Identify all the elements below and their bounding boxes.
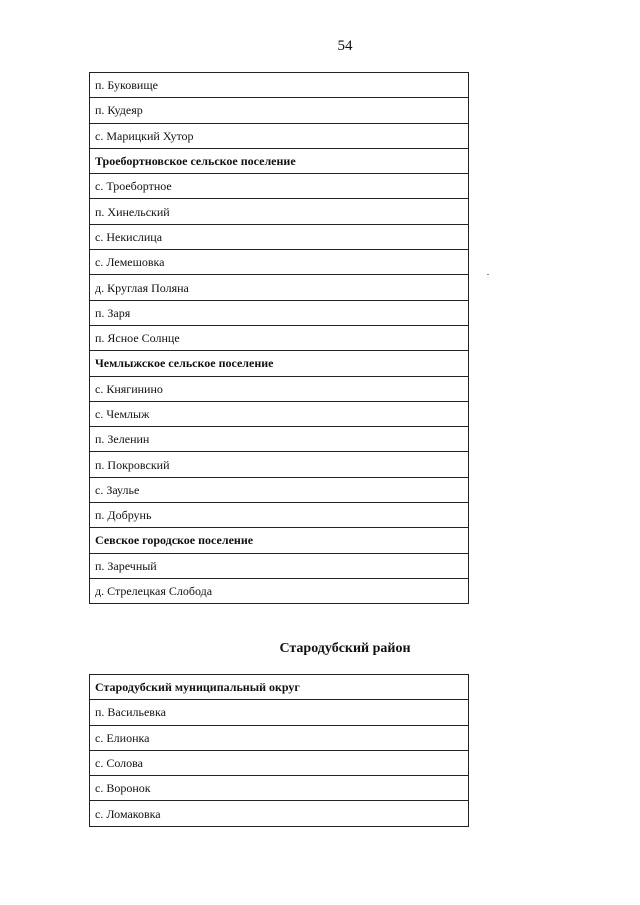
section-header-row [90, 528, 469, 553]
table-row [90, 578, 469, 603]
table-row [90, 477, 469, 502]
table-row [90, 300, 469, 325]
table-row [90, 325, 469, 350]
table-row [90, 427, 469, 452]
table-row [90, 801, 469, 826]
table-row [90, 275, 469, 300]
settlement-cell: с. Заулье [90, 477, 469, 502]
settlement-cell: п. Покровский [90, 452, 469, 477]
table-row [90, 503, 469, 528]
settlement-cell: с. Лемешовка [90, 250, 469, 275]
section-header-row [90, 351, 469, 376]
settlements-table-sevsky [89, 72, 469, 604]
table-row [90, 123, 469, 148]
section-header-cell: Севское городское поселение [90, 528, 469, 553]
table-body [90, 73, 469, 604]
table-row [90, 376, 469, 401]
table-row [90, 174, 469, 199]
settlement-cell: с. Чемлыж [90, 401, 469, 426]
settlement-cell: с. Некислица [90, 224, 469, 249]
table-row [90, 553, 469, 578]
settlement-cell: п. Заря [90, 300, 469, 325]
settlement-cell: п. Буковище [90, 73, 469, 98]
settlement-cell: д. Круглая Поляна [90, 275, 469, 300]
settlement-cell: с. Воронок [90, 776, 469, 801]
table-row [90, 776, 469, 801]
settlement-cell: с. Троебортное [90, 174, 469, 199]
table-row [90, 98, 469, 123]
settlement-cell: д. Стрелецкая Слобода [90, 578, 469, 603]
settlement-cell: с. Марицкий Хутор [90, 123, 469, 148]
scan-speck [487, 274, 489, 275]
table-row [90, 250, 469, 275]
section-header-cell: Стародубский муниципальный округ [90, 675, 469, 700]
table-row [90, 750, 469, 775]
section-header-cell: Чемлыжское сельское поселение [90, 351, 469, 376]
settlement-cell: п. Васильевка [90, 700, 469, 725]
settlement-cell: с. Солова [90, 750, 469, 775]
section-header-row [90, 148, 469, 173]
settlement-cell: п. Ясное Солнце [90, 325, 469, 350]
settlement-cell: с. Ломаковка [90, 801, 469, 826]
page-number: 54 [337, 38, 353, 54]
settlement-cell: с. Княгинино [90, 376, 469, 401]
section-header-row [90, 675, 469, 700]
table-body [90, 675, 469, 827]
section-header-cell: Троебортновское сельское поселение [90, 148, 469, 173]
district-heading: Стародубский район [279, 641, 411, 656]
table-row [90, 401, 469, 426]
settlement-cell: п. Хинельский [90, 199, 469, 224]
settlement-cell: п. Заречный [90, 553, 469, 578]
table-row [90, 700, 469, 725]
table-row [90, 73, 469, 98]
settlement-cell: п. Кудеяр [90, 98, 469, 123]
table-row [90, 452, 469, 477]
settlement-cell: п. Зеленин [90, 427, 469, 452]
settlements-table-starodubsky [89, 674, 469, 827]
settlement-cell: п. Добрунь [90, 503, 469, 528]
settlement-cell: с. Елионка [90, 725, 469, 750]
table-row [90, 224, 469, 249]
table-row [90, 199, 469, 224]
table-row [90, 725, 469, 750]
